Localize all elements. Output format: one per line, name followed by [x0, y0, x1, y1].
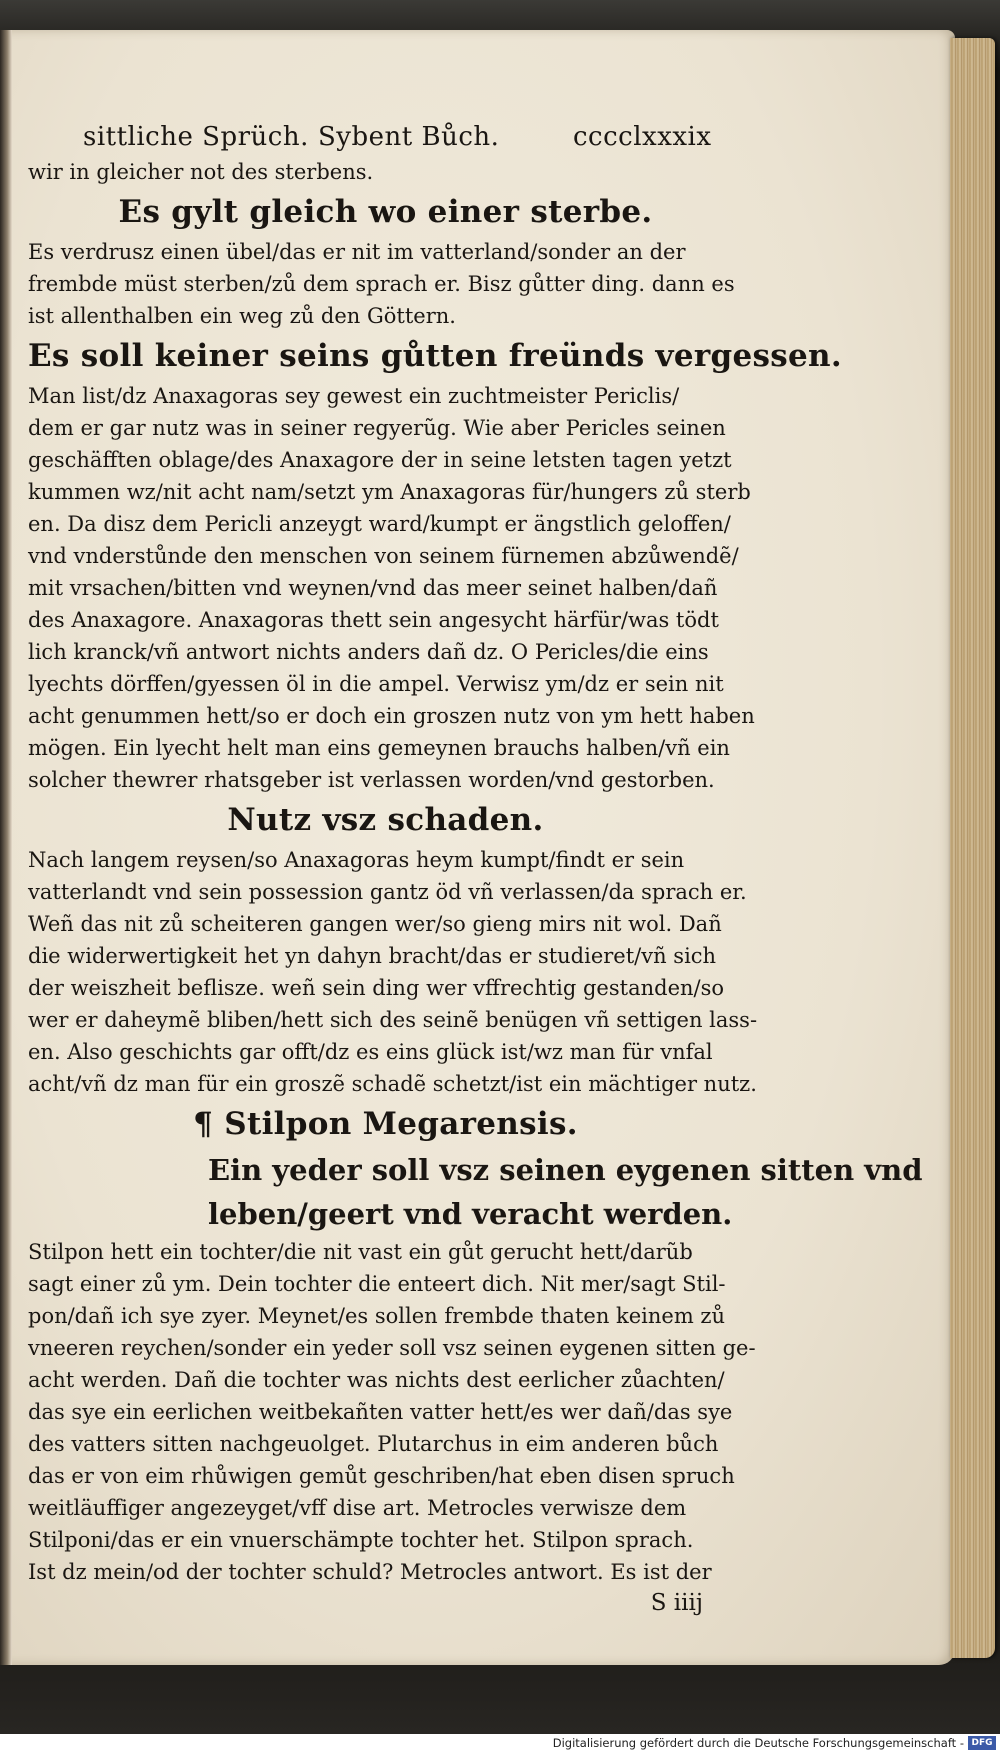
text-line: wer er daheymẽ bliben/hett sich des seinẽ benügen vñ settigen lass- [28, 1008, 758, 1032]
credit-text: Digitalisierung gefördert durch die Deutsche Forschungsgemeinschaft - [552, 1736, 964, 1750]
book-fore-edge [950, 38, 995, 1658]
text-line: vnd vnderstůnde den menschen von seinem fürnemen abzůwendẽ/ [28, 544, 739, 568]
dfg-logo: DFG [968, 1736, 996, 1750]
text-line: en. Also geschichts gar offt/dz es eins glück ist/wz man für vnfal [28, 1040, 713, 1064]
text-line: frembde müst sterben/zů dem sprach er. Bisz gůtter ding. dann es [28, 272, 735, 296]
text-line: die widerwertigkeit het yn dahyn bracht/das er studieret/vñ sich [28, 944, 717, 968]
text-line: acht werden. Dañ die tochter was nichts dest eerlicher zůachten/ [28, 1368, 725, 1392]
text-line: wir in gleicher not des sterbens. [28, 160, 374, 184]
text-line: Man list/dz Anaxagoras sey gewest ein zuchtmeister Periclis/ [28, 384, 680, 408]
text-line: mögen. Ein lyecht helt man eins gemeynen brauchs halben/vñ ein [28, 736, 730, 760]
heading-line: Es gylt gleich wo einer sterbe. [118, 194, 653, 230]
body-text [28, 156, 923, 1588]
text-line: lich kranck/vñ antwort nichts anders dañ dz. O Pericles/die eins [28, 640, 709, 664]
text-line: acht/vñ dz man für ein groszẽ schadẽ schetzt/ist ein mächtiger nutz. [28, 1072, 757, 1096]
text-line: weitläuffiger angezeyget/vff dise art. Metrocles verwisze dem [28, 1496, 687, 1520]
text-line: pon/dañ ich sye zyer. Meynet/es sollen frembde thaten keinem zů [28, 1304, 726, 1328]
signature-mark: S iiij [650, 1590, 703, 1616]
running-header [28, 112, 743, 156]
subheading-line: Ein yeder soll vsz seinen eygenen sitten vnd [208, 1153, 923, 1187]
text-line: en. Da disz dem Pericli anzeygt ward/kumpt er ängstlich geloffen/ [28, 512, 731, 536]
heading-line: ¶ Stilpon Megarensis. [193, 1106, 578, 1142]
text-line: Weñ das nit zů scheiteren gangen wer/so gieng mirs nit wol. Dañ [28, 912, 722, 936]
text-line: Ist dz mein/od der tochter schuld? Metrocles antwort. Es ist der [28, 1560, 712, 1584]
text-line: Stilpon hett ein tochter/die nit vast ein gůt gerucht hett/darũb [28, 1240, 693, 1264]
text-line: lyechts dörffen/gyessen öl in die ampel. Verwisz ym/dz er sein nit [28, 672, 724, 696]
text-line: kummen wz/nit acht nam/setzt ym Anaxagoras für/hungers zů sterb [28, 480, 751, 504]
text-line: des vatters sitten nachgeuolget. Plutarchus in eim anderen bůch [28, 1432, 719, 1456]
heading-line: Nutz vsz schaden. [227, 802, 544, 838]
header-center: Sybent Bůch. [318, 122, 500, 152]
text-line: Stilponi/das er ein vnuerschämpte tochter het. Stilpon sprach. [28, 1528, 694, 1552]
text-line: sagt einer zů ym. Dein tochter die enteert dich. Nit mer/sagt Stil- [28, 1272, 726, 1296]
text-line: Nach langem reysen/so Anaxagoras heym kumpt/findt er sein [28, 848, 685, 872]
page-text [28, 112, 923, 1618]
text-line: Es verdrusz einen übel/das er nit im vatterland/sonder an der [28, 240, 686, 264]
text-line: vatterlandt vnd sein possession gantz öd vñ verlassen/da sprach er. [28, 880, 747, 904]
subheading-line: leben/geert vnd veracht werden. [208, 1197, 733, 1231]
text-line: des Anaxagore. Anaxagoras thett sein angesycht härfür/was tödt [28, 608, 719, 632]
text-line: das er von eim rhůwigen gemůt geschriben/hat eben disen spruch [28, 1464, 735, 1488]
header-left: sittliche Sprüch. [83, 122, 309, 152]
text-line: acht genummen hett/so er doch ein groszen nutz von ym hett haben [28, 704, 755, 728]
text-line: dem er gar nutz was in seiner regyerũg. Wie aber Pericles seinen [28, 416, 726, 440]
text-line: solcher thewrer rhatsgeber ist verlassen worden/vnd gestorben. [28, 768, 715, 792]
page-gutter [0, 30, 12, 1665]
text-line: mit vrsachen/bitten vnd weynen/vnd das meer seinet halben/dañ [28, 576, 718, 600]
text-line: ist allenthalben ein weg zů den Göttern. [28, 304, 456, 328]
text-line: das sye ein eerlichen weitbekañten vatter hett/es wer dañ/das sye [28, 1400, 733, 1424]
text-line: vneeren reychen/sonder ein yeder soll vsz seinen eygenen sitten ge- [28, 1336, 756, 1360]
text-line: der weiszheit beflisze. weñ sein ding wer vffrechtig gestanden/so [28, 976, 725, 1000]
heading-line: Es soll keiner seins gůtten freünds vergessen. [28, 338, 842, 374]
folio-number: cccclxxxix [573, 122, 712, 152]
text-line: geschäfften oblage/des Anaxagore der in seine letsten tagen yetzt [28, 448, 732, 472]
